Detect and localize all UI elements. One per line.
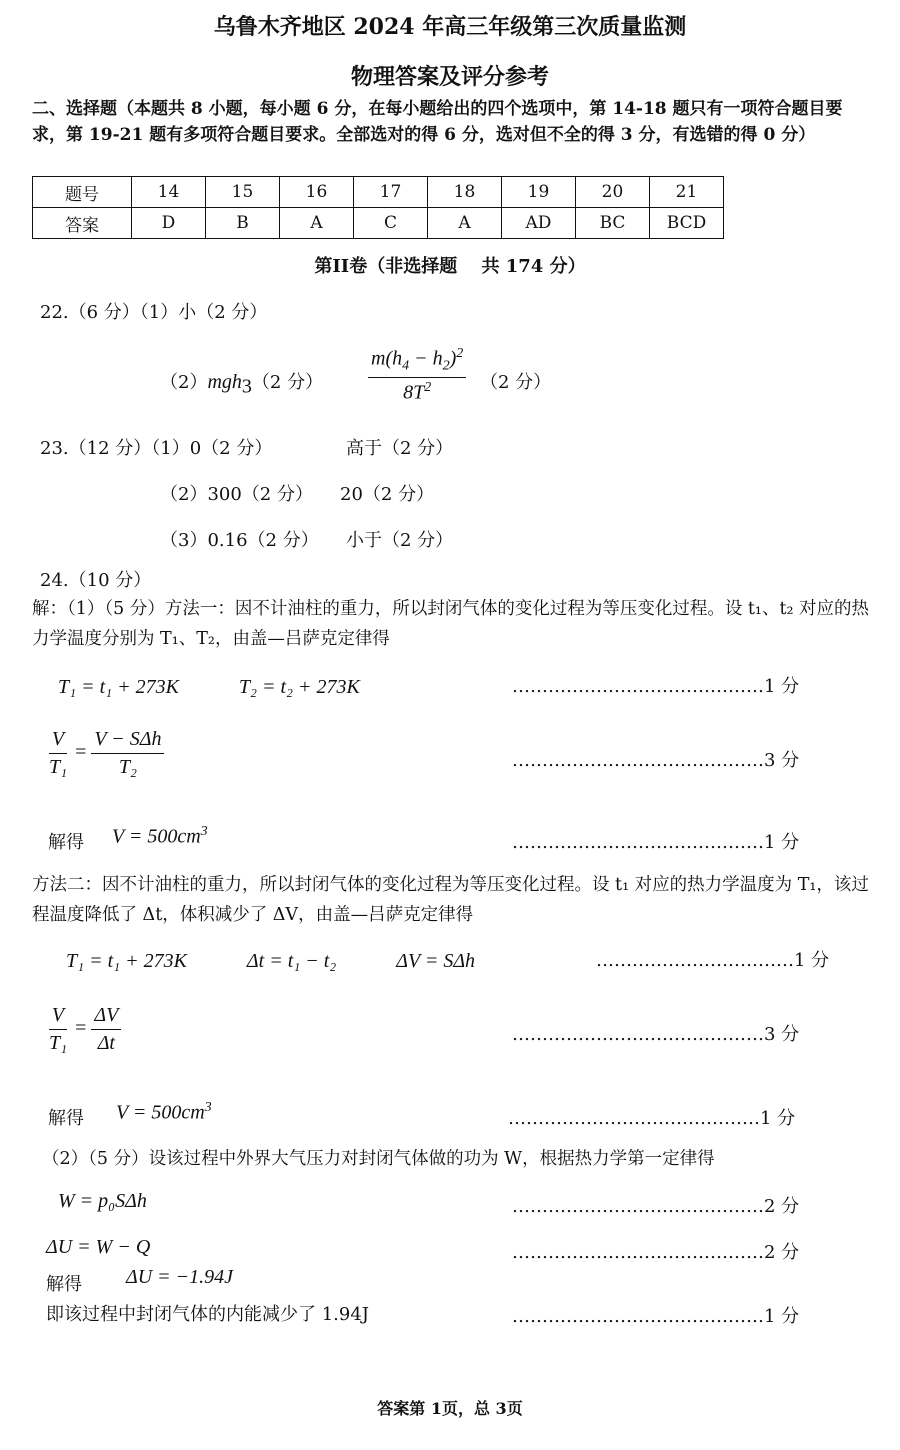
- table-cell: AD: [502, 208, 576, 239]
- table-cell: 18: [428, 177, 502, 208]
- table-cell: 16: [280, 177, 354, 208]
- q24-part2-text: （2）（5 分）设该过程中外界大气压力对封闭气体做的功为 W，根据热力学第一定律得: [42, 1149, 715, 1169]
- frac-numerator: V: [49, 1004, 67, 1030]
- table-cell: 题号: [33, 177, 132, 208]
- table-row: [33, 208, 724, 239]
- q23-line1a: 23.（12 分）（1）0（2 分）: [40, 438, 273, 459]
- table-cell: B: [206, 208, 280, 239]
- q24-sol2-score: ……………………………………1 分: [508, 1108, 796, 1129]
- q22-frac-score: （2 分）: [480, 372, 552, 393]
- frac-numerator: ΔV: [91, 1004, 121, 1030]
- q22-expr-sub: 3: [241, 375, 252, 398]
- q24-conclusion: 即该过程中封闭气体的内能减少了 1.94J: [46, 1304, 370, 1325]
- q23-line1b: 高于（2 分）: [346, 438, 454, 459]
- frac-part: m(h: [371, 347, 403, 370]
- eq4-frac-right: [91, 1004, 121, 1055]
- q23-line2a: （2）300（2 分）: [160, 484, 313, 505]
- equals-sign: =: [75, 741, 87, 764]
- frac-part: 2: [424, 379, 432, 395]
- table-cell: 21: [650, 177, 724, 208]
- eq2-frac-left: [46, 728, 70, 779]
- frac-denominator: Δt: [97, 1032, 115, 1054]
- q24-eq2: [46, 728, 164, 779]
- q22-frac-denominator: [400, 378, 434, 405]
- q23-line3a: （3）0.16（2 分）: [160, 530, 319, 551]
- sol-value: V = 500cm: [112, 825, 201, 848]
- table-cell: 19: [502, 177, 576, 208]
- q24-sol2-label: 解得: [48, 1108, 84, 1129]
- frac-part: ): [449, 347, 457, 370]
- q24-method1-text: 解：（1）（5 分）方法一：因不计油柱的重力，所以封闭气体的变化过程为等压变化过程。设 t₁、t₂ 对应的热力学温度分别为 T₁、T₂，由盖—吕萨克定律得: [32, 599, 870, 649]
- table-cell: 15: [206, 177, 280, 208]
- q24-sol2: [116, 1100, 212, 1125]
- q24-eq6: ΔU = W − Q: [46, 1236, 151, 1258]
- q24-sol3-label: 解得: [46, 1274, 82, 1295]
- q22-frac-numerator: [368, 346, 466, 378]
- q24-sol1-label: 解得: [48, 832, 84, 853]
- q24-eq1: T₁ = t₁ + 273K T₂ = t₂ + 273K: [58, 676, 360, 698]
- q24-conclusion-score: ……………………………………1 分: [512, 1306, 800, 1327]
- answer-table: [32, 176, 724, 239]
- q22-part2-prefix: （2）: [160, 372, 208, 393]
- page-title: 乌鲁木齐地区 2024 年高三年级第三次质量监测: [213, 14, 687, 40]
- q23-line3b: 小于（2 分）: [346, 530, 454, 551]
- table-cell: 20: [576, 177, 650, 208]
- q24-label: 24.（10 分）: [40, 570, 152, 591]
- table-cell: 答案: [33, 208, 132, 239]
- frac-part: 2: [456, 346, 464, 361]
- q24-sol1: [112, 824, 208, 849]
- q24-sol3: ΔU = −1.94J: [126, 1266, 234, 1288]
- sol-sup: 3: [200, 824, 208, 839]
- frac-denominator: T₁: [49, 1032, 68, 1054]
- table-cell: A: [280, 208, 354, 239]
- frac-part: 2: [442, 358, 450, 374]
- frac-denominator: T₁: [49, 756, 68, 778]
- frac-part: 8T: [403, 381, 425, 404]
- q22-frac: [368, 346, 466, 404]
- q24-method2-text: 方法二：因不计油柱的重力，所以封闭气体的变化过程为等压变化过程。设 t₁ 对应的热力学温度为 T₁，该过程温度降低了 Δt，体积减少了 ΔV，由盖—吕萨克定律得: [32, 875, 869, 925]
- table-row: [33, 177, 724, 208]
- table-cell: A: [428, 208, 502, 239]
- table-cell: C: [354, 208, 428, 239]
- q24-eq1-score: ……………………………………1 分: [512, 676, 800, 697]
- q24-eq4-score: ……………………………………3 分: [512, 1024, 800, 1045]
- part2-title: 第II卷（非选择题 共 174 分）: [314, 256, 586, 277]
- q22-expr: mgh: [207, 371, 242, 393]
- q24-eq5-score: ……………………………………2 分: [512, 1196, 800, 1217]
- page-footer: 答案第 1页，总 3页: [377, 1399, 523, 1418]
- table-cell: 14: [132, 177, 206, 208]
- q23-line2b: 20（2 分）: [340, 484, 435, 505]
- q24-eq6-score: ……………………………………2 分: [512, 1242, 800, 1263]
- table-cell: D: [132, 208, 206, 239]
- q24-eq5: W = p₀SΔh: [58, 1190, 147, 1212]
- frac-numerator: V − SΔh: [91, 728, 164, 754]
- frac-part: − h: [409, 347, 443, 370]
- eq4-frac-left: [46, 1004, 70, 1055]
- frac-part: 4: [402, 358, 410, 374]
- eq2-frac-right: [91, 728, 164, 779]
- frac-denominator: T₂: [118, 756, 137, 778]
- sol-sup: 3: [204, 1100, 212, 1115]
- q22-label: 22.（6 分）（1）小（2 分）: [40, 302, 268, 323]
- table-cell: 17: [354, 177, 428, 208]
- q24-sol1-score: ……………………………………1 分: [512, 832, 800, 853]
- q22-score: （2 分）: [251, 372, 324, 393]
- frac-numerator: V: [49, 728, 67, 754]
- table-cell: BC: [576, 208, 650, 239]
- page-subtitle: 物理答案及评分参考: [350, 64, 549, 90]
- q24-eq4: [46, 1004, 121, 1055]
- q24-eq2-score: ……………………………………3 分: [512, 750, 800, 771]
- q22-fraction: [368, 346, 466, 404]
- section2-intro: 二、选择题（本题共 8 小题，每小题 6 分，在每小题给出的四个选项中，第 14-18 题只有一项符合题目要求，第 19-21 题有多项符合题目要求。全部选对的得 6 分，选对但不全的得 3 分，有选错的得 0 分）: [32, 99, 843, 145]
- q24-eq3: T₁ = t₁ + 273K Δt = t₁ − t₂ ΔV = SΔh: [66, 950, 476, 972]
- equals-sign: =: [75, 1017, 87, 1040]
- q22-part2: [160, 368, 323, 399]
- q24-eq3-score: ……………………………1 分: [596, 950, 830, 971]
- table-cell: BCD: [650, 208, 724, 239]
- sol-value: V = 500cm: [116, 1101, 205, 1124]
